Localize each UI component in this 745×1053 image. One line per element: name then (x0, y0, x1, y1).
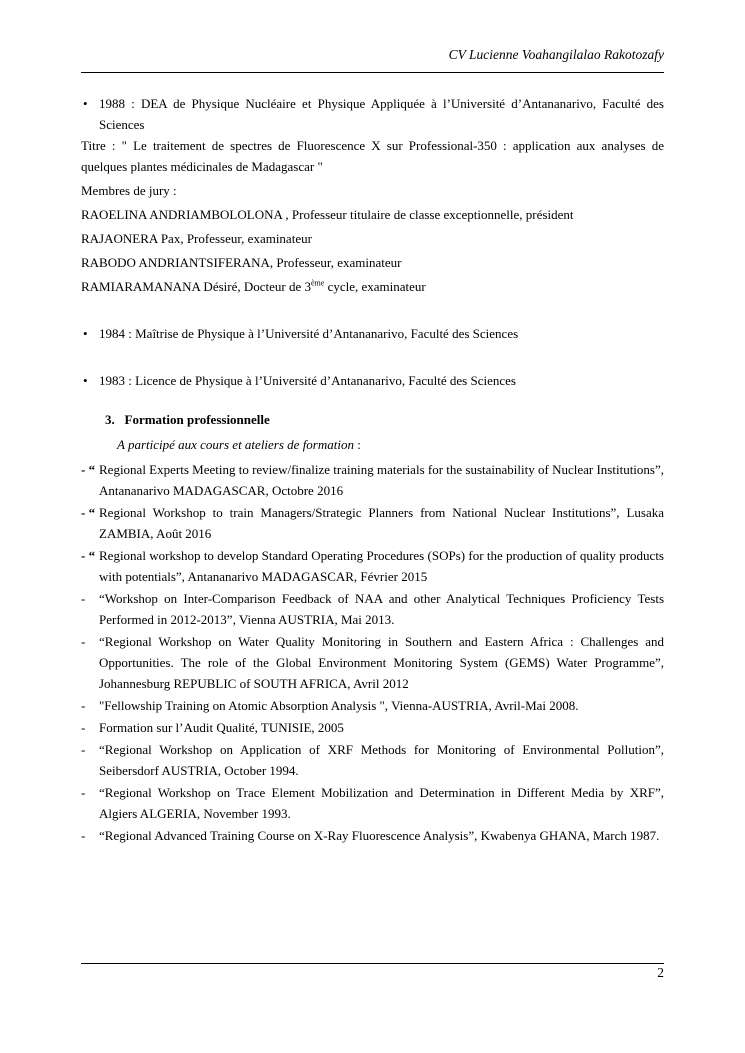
education-item-licence (81, 370, 664, 391)
training-item: -Formation sur l’Audit Qualité, TUNISIE, 2005 (81, 720, 344, 735)
dea-title: Titre : " Le traitement de spectres de Fluorescence X sur Professional-350 : application aux analyses de quelques plantes médicinales de Madagascar " (81, 138, 664, 174)
training-item: - “ Regional Workshop to train Managers/Strategic Planners from National Nuclear Institutions”, Lusaka ZAMBIA, Août 2016 (81, 505, 664, 541)
jury-member: RAOELINA ANDRIAMBOLOLONA , Professeur titulaire de classe exceptionnelle, président (81, 207, 574, 222)
jury-label: Membres de jury : (81, 183, 177, 198)
bullet-icon: • (83, 373, 88, 388)
jury-member: RAJAONERA Pax, Professeur, examinateur (81, 231, 312, 246)
dea-line: 1988 : DEA de Physique Nucléaire et Physique Appliquée à l’Université d’Antananarivo, Faculté des Sciences (99, 96, 664, 132)
bullet-icon: • (83, 96, 88, 111)
bullet-icon: • (83, 326, 88, 341)
maitrise-line: 1984 : Maîtrise de Physique à l’Université d’Antananarivo, Faculté des Sciences (99, 326, 519, 341)
jury-member: RABODO ANDRIANTSIFERANA, Professeur, examinateur (81, 255, 402, 270)
training-item: - “ Regional workshop to develop Standard Operating Procedures (SOPs) for the production of quality products with potentials”, Antananarivo MADAGASCAR, Février 2015 (81, 548, 664, 584)
page-content (81, 93, 664, 847)
training-item: -“Regional Workshop on Application of XRF Methods for Monitoring of Environmental Pollution”, Seibersdorf AUSTRIA, October 1994. (81, 742, 664, 778)
section-heading-formation: 3. Formation professionnelle (105, 412, 270, 427)
licence-line: 1983 : Licence de Physique à l’Université d’Antananarivo, Faculté des Sciences (99, 373, 516, 388)
training-item: -“Regional Advanced Training Course on X-Ray Fluorescence Analysis”, Kwabenya GHANA, March 1987. (81, 828, 660, 843)
jury-member: RAMIARAMANANA Désiré, Docteur de 3ème cycle, examinateur (81, 278, 426, 294)
training-list (81, 459, 664, 846)
training-item: -“Regional Workshop on Water Quality Monitoring in Southern and Eastern Africa : Challenges and Opportunities. The role of the Global Environment Monitoring System (GEMS) Water Programme”, Johannesburg REPUBLIC of SOUTH AFRICA, Avril 2012 (81, 634, 664, 691)
footer-divider (81, 963, 664, 964)
training-item: -"Fellowship Training on Atomic Absorption Analysis ", Vienna-AUSTRIA, Avril-Mai 2008. (81, 698, 579, 713)
training-intro: A participé aux cours et ateliers de formation : (117, 437, 361, 452)
header-divider (81, 72, 664, 73)
training-item: - “ Regional Experts Meeting to review/finalize training materials for the sustainability of Nuclear Institutions”, Antananarivo MADAGASCAR, Octobre 2016 (81, 462, 664, 498)
page-header: CV Lucienne Voahangilalao Rakotozafy (448, 47, 664, 62)
training-item: -“Regional Workshop on Trace Element Mobilization and Determination in Different Media by XRF”, Algiers ALGERIA, November 1993. (81, 785, 664, 821)
education-item-dea (81, 93, 664, 135)
training-item: -“Workshop on Inter-Comparison Feedback of NAA and other Analytical Techniques Proficiency Tests Performed in 2012-2013”, Vienna AUSTRIA, Mai 2013. (81, 591, 664, 627)
page-number: 2 (657, 965, 664, 980)
education-item-maitrise (81, 323, 664, 344)
